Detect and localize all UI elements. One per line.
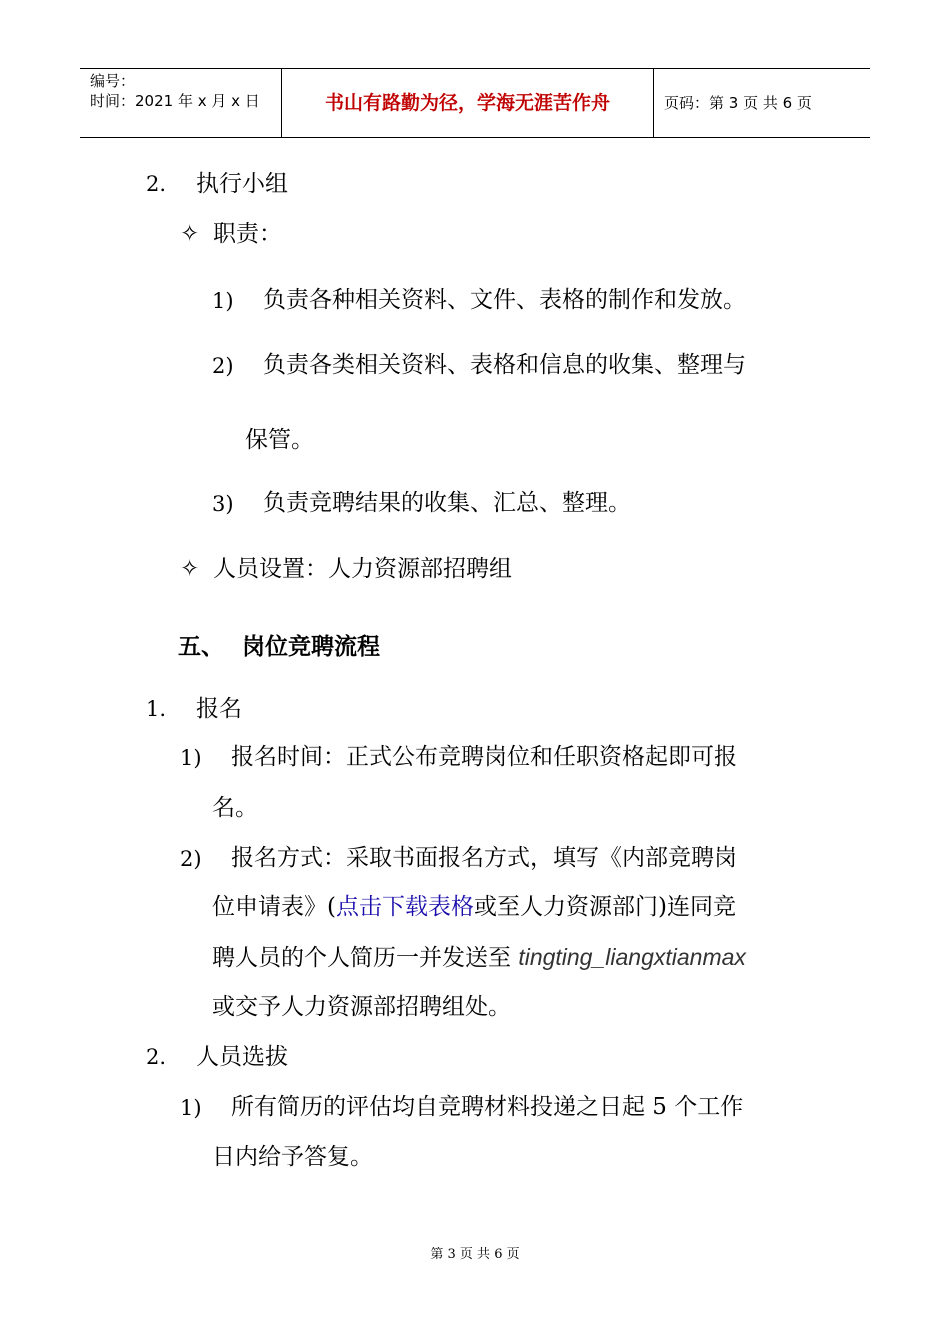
email-address: tingting_liangxtianmax xyxy=(518,944,746,970)
chapter-title: 岗位竞聘流程 xyxy=(242,634,380,660)
header-motto: 书山有路勤为径，学海无涯苦作舟 xyxy=(282,69,654,137)
text-run: 位申请表》( xyxy=(212,894,336,920)
section-number: 2. xyxy=(146,1045,167,1069)
diamond-bullet-icon: ✧ xyxy=(180,221,200,247)
section-title: 人员选拔 xyxy=(196,1044,288,1070)
list-item-line xyxy=(212,943,746,972)
list-number: 2) xyxy=(180,847,202,871)
list-item: 所有简历的评估均自竞聘材料投递之日起 5 个工作 xyxy=(231,1094,744,1120)
page-header xyxy=(80,68,870,138)
list-item-continuation: 保管。 xyxy=(245,427,314,453)
header-time-label: 时间：2021 年 x 月 x 日 xyxy=(90,92,260,110)
list-number: 1) xyxy=(180,746,202,770)
list-item: 负责各种相关资料、文件、表格的制作和发放。 xyxy=(263,287,746,313)
list-item-line: 或交予人力资源部招聘组处。 xyxy=(212,994,511,1020)
duty-label: 职责： xyxy=(213,221,282,247)
list-item-continuation: 名。 xyxy=(212,795,258,821)
list-item-continuation: 日内给予答复。 xyxy=(212,1144,373,1170)
page-footer: 第 3 页 共 6 页 xyxy=(430,1247,520,1262)
section-title: 报名 xyxy=(196,696,242,722)
section-number: 1. xyxy=(146,697,167,721)
staff-setting-text: 人员设置：人力资源部招聘组 xyxy=(213,556,512,582)
header-meta-cell xyxy=(80,69,282,137)
list-item-line xyxy=(212,893,736,921)
header-number-label: 编号： xyxy=(90,72,136,90)
list-item: 负责竞聘结果的收集、汇总、整理。 xyxy=(263,490,631,516)
list-item: 报名时间：正式公布竞聘岗位和任职资格起即可报 xyxy=(231,744,737,770)
list-number: 1) xyxy=(180,1096,202,1120)
section-title: 执行小组 xyxy=(196,171,288,197)
list-number: 2) xyxy=(212,354,234,378)
list-item: 报名方式：采取书面报名方式，填写《内部竞聘岗 xyxy=(231,845,737,871)
diamond-bullet-icon: ✧ xyxy=(180,556,200,582)
header-page-info: 页码：第 3 页 共 6 页 xyxy=(664,94,812,112)
list-number: 1) xyxy=(212,289,234,313)
list-number: 3) xyxy=(212,492,234,516)
text-run: 或至人力资源部门)连同竞 xyxy=(473,894,736,920)
section-number: 2. xyxy=(146,172,167,196)
text-run: 聘人员的个人简历一并发送至 xyxy=(212,945,519,971)
chapter-number: 五、 xyxy=(178,634,224,660)
list-item: 负责各类相关资料、表格和信息的收集、整理与 xyxy=(263,352,746,378)
download-form-link[interactable]: 点击下载表格 xyxy=(335,894,474,920)
